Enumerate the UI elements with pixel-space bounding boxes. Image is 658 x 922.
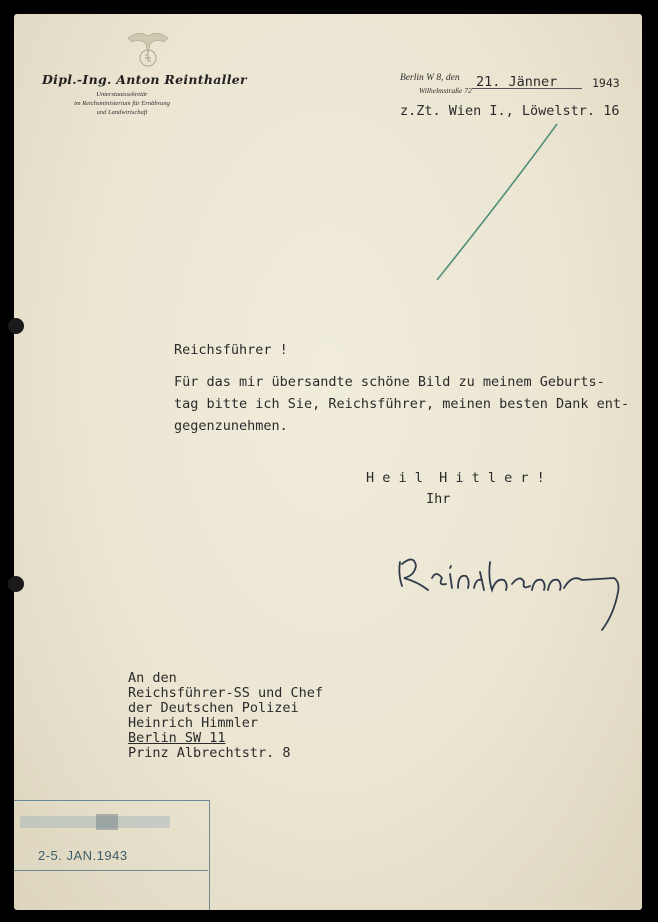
letterhead-street: Wilhelmstraße 72 bbox=[419, 86, 472, 95]
body-line: Für das mir übersandte schöne Bild zu meinem Geburts- bbox=[174, 374, 605, 390]
punch-hole bbox=[8, 318, 24, 334]
stamp-faded-text bbox=[16, 810, 196, 834]
recipient-line: der Deutschen Polizei bbox=[128, 700, 299, 716]
pencil-check-mark bbox=[419, 110, 569, 290]
stamp-divider bbox=[14, 870, 208, 871]
salutation: Reichsführer ! bbox=[174, 342, 288, 358]
letterhead-title-line3: und Landwirtschaft bbox=[96, 109, 148, 116]
eagle-emblem-icon bbox=[124, 24, 172, 70]
body-line: gegenzunehmen. bbox=[174, 418, 288, 434]
recipient-line: Reichsführer-SS und Chef bbox=[128, 685, 324, 701]
body-line: tag bitte ich Sie, Reichsführer, meinen besten Dank ent- bbox=[174, 396, 630, 412]
letterhead-city: Berlin W 8, den bbox=[400, 73, 460, 83]
temporary-address: z.Zt. Wien I., Löwelstr. 16 bbox=[400, 103, 620, 119]
recipient-line: Heinrich Himmler bbox=[128, 715, 259, 731]
handwritten-signature bbox=[392, 534, 632, 634]
recipient-line: An den bbox=[128, 670, 177, 686]
letter-page bbox=[14, 14, 642, 910]
letter-year: 1943 bbox=[592, 76, 620, 90]
letterhead-title-line2: im Reichsministerium für Ernährung bbox=[74, 100, 170, 107]
recipient-line: Prinz Albrechtstr. 8 bbox=[128, 745, 291, 761]
letterhead-title-line1: Unterstaatssekretär bbox=[96, 91, 148, 98]
punch-hole bbox=[8, 576, 24, 592]
recipient-city: Berlin SW 11 bbox=[128, 730, 226, 746]
letterhead-name: Dipl.-Ing. Anton Reinthaller bbox=[42, 72, 247, 87]
closing-greeting: H e i l H i t l e r ! bbox=[366, 470, 545, 486]
closing-yours: Ihr bbox=[426, 491, 451, 507]
letter-date: 21. Jänner bbox=[476, 74, 558, 90]
stamp-date: 2-5. JAN.1943 bbox=[38, 848, 128, 863]
